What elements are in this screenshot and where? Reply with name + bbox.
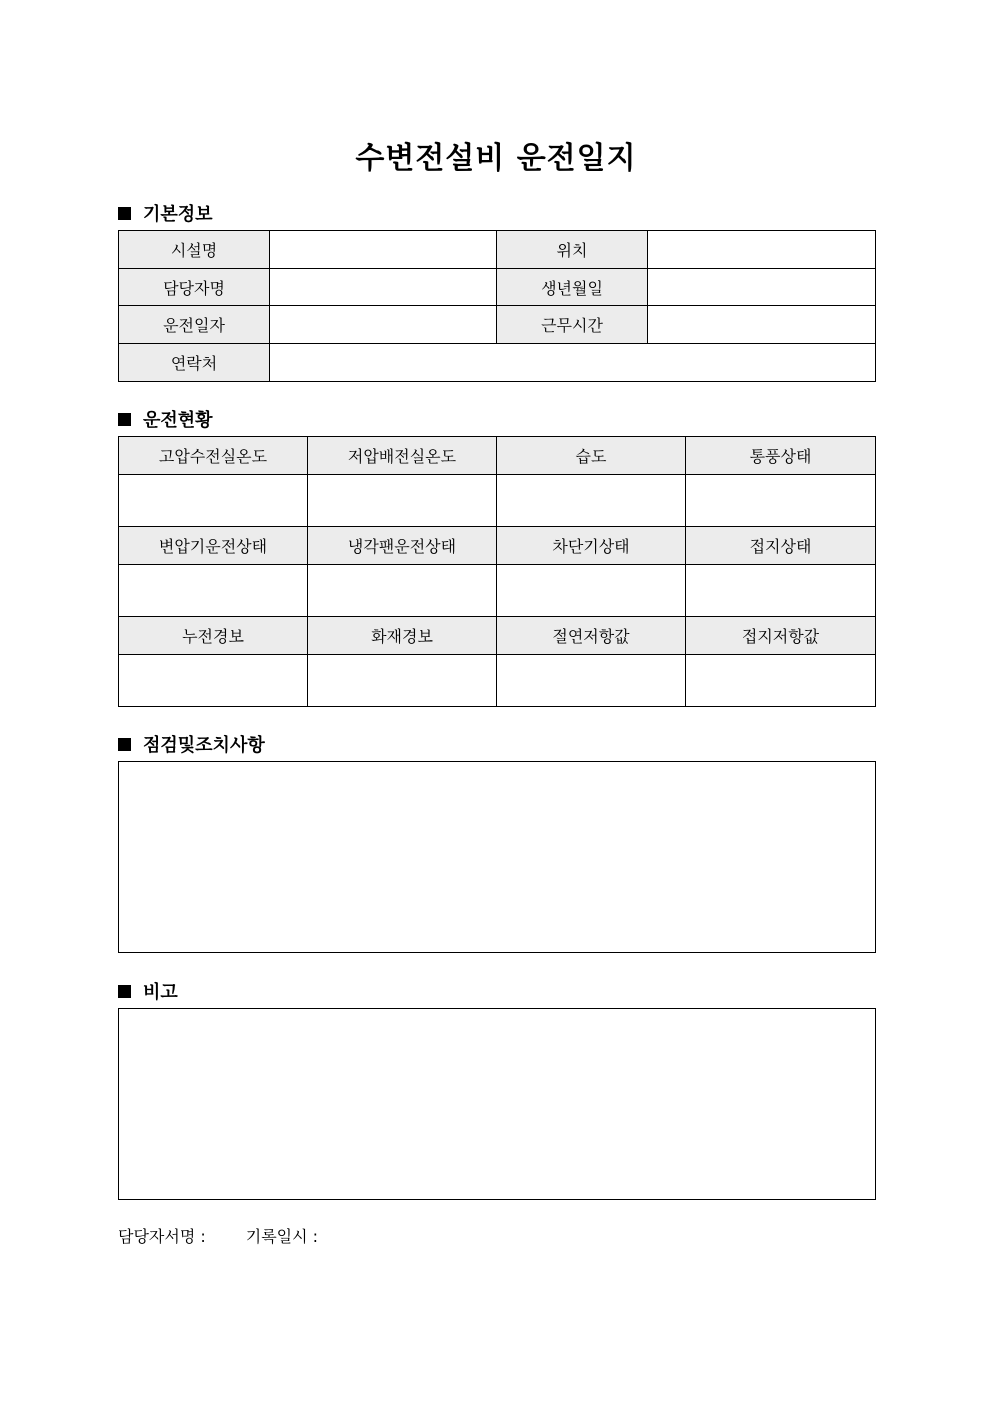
insulation-resistance-field[interactable] bbox=[497, 655, 686, 707]
section-remarks-heading bbox=[118, 979, 178, 1003]
contact-field[interactable] bbox=[270, 344, 876, 382]
section-operation-label: 운전현황 bbox=[143, 410, 213, 431]
remarks-textarea[interactable] bbox=[118, 1008, 876, 1200]
manager-name-label: 담당자명 bbox=[119, 269, 270, 306]
page-title: 수변전설비 운전일지 bbox=[355, 141, 637, 176]
leakage-alarm-label: 누전경보 bbox=[119, 617, 308, 655]
humidity-label: 습도 bbox=[497, 437, 686, 475]
footer bbox=[118, 1224, 358, 1247]
ground-resistance-label: 접지저항값 bbox=[686, 617, 876, 655]
hv-room-temp-field[interactable] bbox=[119, 475, 308, 527]
operation-date-field[interactable] bbox=[270, 306, 497, 344]
ventilation-label: 통풍상태 bbox=[686, 437, 876, 475]
manager-name-field[interactable] bbox=[270, 269, 497, 306]
section-basic-heading bbox=[118, 201, 213, 225]
transformer-status-field[interactable] bbox=[119, 565, 308, 617]
transformer-status-label: 변압기운전상태 bbox=[119, 527, 308, 565]
cooling-fan-status-label: 냉각팬운전상태 bbox=[308, 527, 497, 565]
birth-date-label: 생년월일 bbox=[497, 269, 648, 306]
humidity-field[interactable] bbox=[497, 475, 686, 527]
lv-room-temp-field[interactable] bbox=[308, 475, 497, 527]
lv-room-temp-label: 저압배전실온도 bbox=[308, 437, 497, 475]
location-label: 위치 bbox=[497, 231, 648, 269]
ventilation-field[interactable] bbox=[686, 475, 876, 527]
signature-label: 담당자서명 : bbox=[118, 1227, 206, 1246]
breaker-status-label: 차단기상태 bbox=[497, 527, 686, 565]
square-bullet-icon bbox=[118, 413, 131, 426]
section-operation-heading bbox=[118, 407, 213, 431]
insulation-resistance-label: 절연저항값 bbox=[497, 617, 686, 655]
basic-info-table bbox=[118, 230, 876, 382]
ground-resistance-field[interactable] bbox=[686, 655, 876, 707]
operation-date-label: 운전일자 bbox=[119, 306, 270, 344]
section-basic-label: 기본정보 bbox=[143, 204, 213, 225]
record-time-label: 기록일시 : bbox=[245, 1227, 319, 1246]
square-bullet-icon bbox=[118, 207, 131, 220]
cooling-fan-status-field[interactable] bbox=[308, 565, 497, 617]
section-remarks-label: 비고 bbox=[143, 982, 178, 1003]
location-field[interactable] bbox=[648, 231, 876, 269]
inspection-textarea[interactable] bbox=[118, 761, 876, 953]
leakage-alarm-field[interactable] bbox=[119, 655, 308, 707]
contact-label: 연락처 bbox=[119, 344, 270, 382]
section-inspection-heading bbox=[118, 732, 265, 756]
birth-date-field[interactable] bbox=[648, 269, 876, 306]
work-hours-field[interactable] bbox=[648, 306, 876, 344]
grounding-status-label: 접지상태 bbox=[686, 527, 876, 565]
section-inspection-label: 점검및조치사항 bbox=[143, 735, 265, 756]
breaker-status-field[interactable] bbox=[497, 565, 686, 617]
grounding-status-field[interactable] bbox=[686, 565, 876, 617]
fire-alarm-label: 화재경보 bbox=[308, 617, 497, 655]
square-bullet-icon bbox=[118, 738, 131, 751]
work-hours-label: 근무시간 bbox=[497, 306, 648, 344]
hv-room-temp-label: 고압수전실온도 bbox=[119, 437, 308, 475]
facility-name-label: 시설명 bbox=[119, 231, 270, 269]
fire-alarm-field[interactable] bbox=[308, 655, 497, 707]
facility-name-field[interactable] bbox=[270, 231, 497, 269]
square-bullet-icon bbox=[118, 985, 131, 998]
operation-table bbox=[118, 436, 876, 707]
